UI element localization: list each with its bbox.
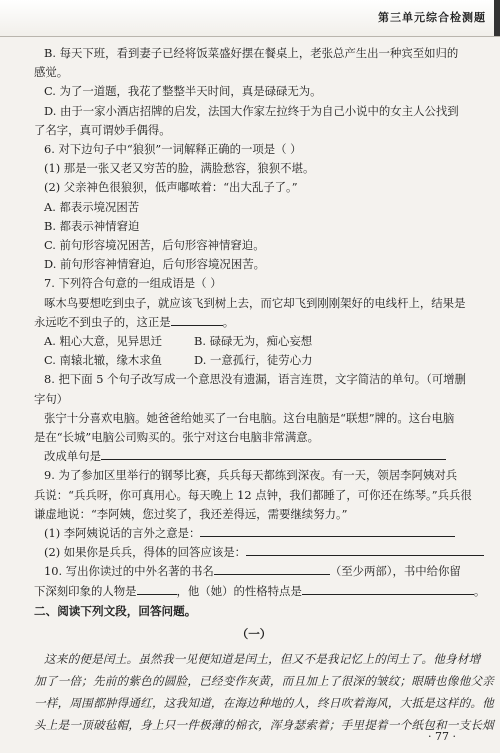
passage-line-3: 一样，周围都肿得通红，这我知道，在海边种地的人，终日吹着海风，大抵是这样的。他 <box>34 696 494 711</box>
header-edge-tab <box>494 0 500 36</box>
q9-sub1-row <box>34 524 474 543</box>
q8-answer-label: 改成单句是 <box>44 449 101 464</box>
q8-answer-blank[interactable] <box>101 447 446 460</box>
page-number: · 77 · <box>428 730 456 743</box>
q7-options-row1 <box>34 332 474 351</box>
q6-option-b: B. 都表示神情窘迫 <box>44 218 140 233</box>
q7-text-line1: 啄木鸟要想吃到虫子，就应该飞到树上去，而它却飞到刚刚架好的电线杆上，结果是 <box>44 295 466 310</box>
q10-book-blank[interactable] <box>214 562 330 575</box>
q7-stem: 7. 下列符合句意的一组成语是（ ） <box>44 276 222 291</box>
q5-option-b-line2: 感觉。 <box>34 65 69 80</box>
q6-option-c: C. 前句形容境况困苦，后句形容神情窘迫。 <box>44 238 265 253</box>
q10-line2-label: 下深刻印象的人物是 <box>34 583 137 598</box>
q7-option-b: B. 碌碌无为，痴心妄想 <box>194 334 313 349</box>
q10-line1-label: 10. 写出你读过的中外名著的书名 <box>44 564 214 579</box>
reading-passage <box>34 648 494 736</box>
q8-stem-line1: 8. 把下面 5 个句子改写成一个意思没有遗漏，语言连贯，文字简洁的单句。（可增删 <box>44 372 466 387</box>
passage-line-2: 加了一倍；先前的紫色的圆脸，已经变作灰黄，而且加上了很深的皱纹；眼睛也像他父亲 <box>34 674 494 689</box>
q10-line1-tail: （至少两部），书中给你留 <box>329 564 461 579</box>
q7-option-c: C. 南辕北辙，缘木求鱼 <box>44 353 163 368</box>
q6-stem: 6. 对下边句子中“狼狈”一词解释正确的一项是（ ） <box>44 142 302 157</box>
q10-line2-tail: ，他（她）的性格特点是 <box>176 583 302 598</box>
q5-option-d-line2: 了名字，真可谓妙手偶得。 <box>34 122 171 137</box>
q7-answer-blank[interactable] <box>171 313 223 326</box>
q10-character-blank[interactable] <box>137 582 177 595</box>
q7-option-a: A. 粗心大意，见异思迁 <box>44 334 162 349</box>
q6-option-a: A. 都表示境况困苦 <box>44 199 140 214</box>
q8-stem-line2: 字句） <box>34 391 69 406</box>
q9-sub1-blank[interactable] <box>200 524 455 537</box>
q7-text-line2-label: 永远吃不到虫子的，这正是 <box>34 314 171 329</box>
running-header <box>0 0 500 37</box>
header-title: 第三单元综合检测题 <box>378 11 486 24</box>
passage-line-1: 这来的便是闰土。虽然我一见便知道是闰土，但又不是我记忆上的闰土了。他身材增 <box>44 652 481 667</box>
q9-line1: 9. 为了参加区里举行的钢琴比赛，兵兵每天都练到深夜。有一天，领居李阿姨对兵 <box>44 468 458 483</box>
q8-text-line1: 张宁十分喜欢电脑。她爸爸给她买了一台电脑。这台电脑是“联想”牌的。这台电脑 <box>44 410 455 425</box>
q9-sub2-row <box>34 543 474 562</box>
q5-option-d-line1: D. 由于一家小酒店招牌的启发，法国大作家左拉终于为自己小说中的女主人公找到 <box>44 103 459 118</box>
exercise-content <box>34 44 494 736</box>
q5-option-c: C. 为了一道题，我花了整整半天时间，真是碌碌无为。 <box>44 84 322 99</box>
q6-option-d: D. 前句形容神情窘迫，后句形容境况困苦。 <box>44 257 266 272</box>
q5-option-b-line1: B. 每天下班，看到妻子已经将饭菜盛好摆在餐桌上，老张总产生出一种宾至如归的 <box>44 46 459 60</box>
q9-sub1-label: (1) 李阿姨说话的言外之意是： <box>44 526 201 541</box>
q7-option-d: D. 一意孤行，徒劳心力 <box>194 353 313 368</box>
q6-sentence-2: (2) 父亲神色很狼狈，低声嘟哝着：“出大乱子了。” <box>44 180 298 195</box>
q10-line2: 下深刻印象的人物是 ，他（她）的性格特点是 。 <box>34 583 486 598</box>
q9-line2: 兵说：“兵兵呀，你可真用心。每天晚上 12 点钟，我们都睡了，可你还在练琴。”兵兵很 <box>34 487 472 502</box>
q7-text-line2: 永远吃不到虫子的，这正是 。 <box>34 314 235 329</box>
q7-options-row2 <box>34 351 474 370</box>
q10-trait-blank[interactable] <box>302 582 474 595</box>
q10-line1 <box>34 562 474 581</box>
section-2-part-label: （一） <box>236 627 272 642</box>
q9-line3: 谦虚地说：“李阿姨，您过奖了，我还差得远，需要继续努力。” <box>34 506 348 521</box>
section-2-heading: 二、阅读下列文段，回答问题。 <box>34 603 197 618</box>
passage-line-4: 头上是一顶破毡帽，身上只一件极薄的棉衣，浑身瑟索着；手里提着一个纸包和一支长烟 <box>34 718 494 733</box>
q9-sub2-label: (2) 如果你是兵兵，得体的回答应该是： <box>44 545 247 560</box>
q8-text-line2: 是在“长城”电脑公司购买的。张宁对这台电脑非常满意。 <box>34 430 320 445</box>
q6-sentence-1: (1) 那是一张又老又穷苦的脸，满脸愁容，狼狈不堪。 <box>44 161 315 176</box>
q9-sub2-blank[interactable] <box>246 543 484 556</box>
q8-answer-row <box>34 447 474 466</box>
